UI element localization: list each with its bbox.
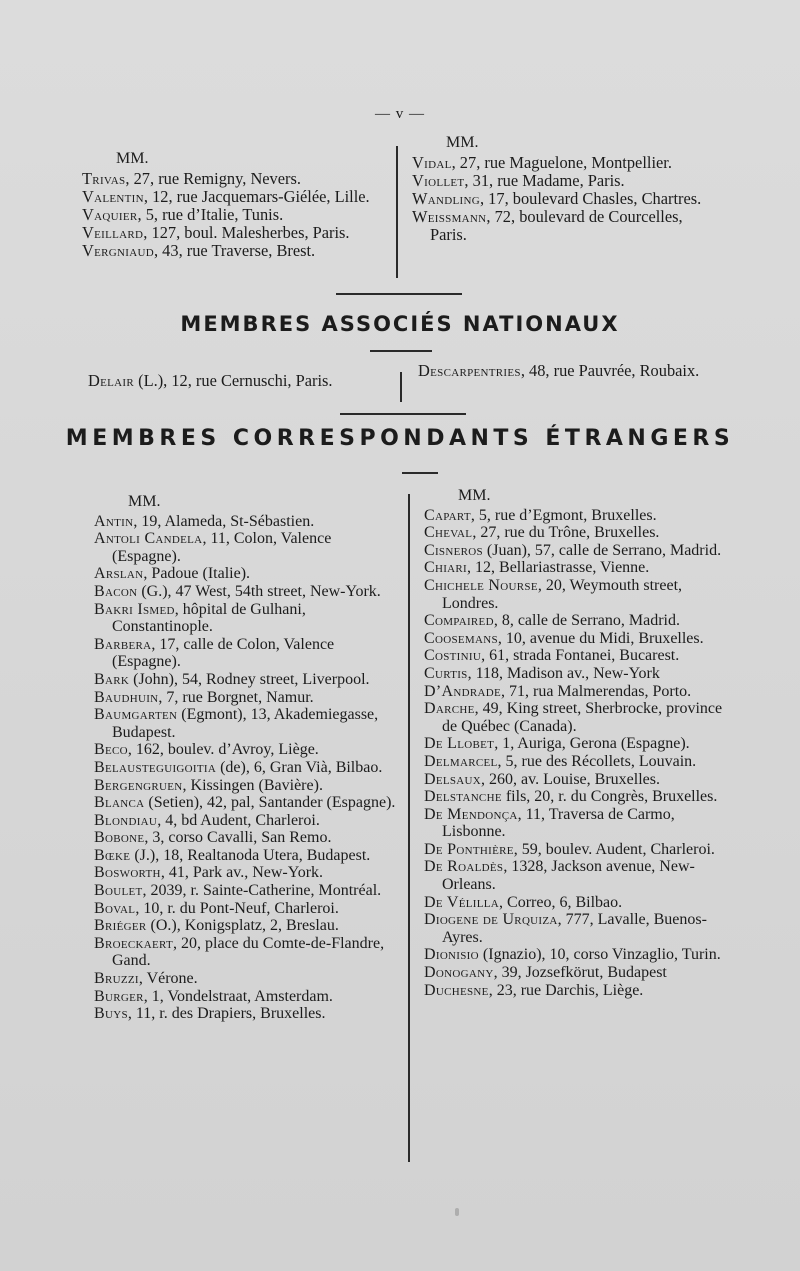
member-name: Donogany bbox=[424, 964, 494, 982]
member-name: Curtis bbox=[424, 664, 468, 682]
column-header: MM. bbox=[446, 134, 479, 151]
member-entry bbox=[94, 706, 398, 741]
member-entry bbox=[424, 982, 736, 1000]
member-name: Blondiau bbox=[94, 811, 158, 829]
member-entry bbox=[424, 700, 736, 735]
member-address: , 127, boul. Malesherbes, Paris. bbox=[143, 223, 350, 242]
member-address: , 17, calle de Colon, Valence (Espagne). bbox=[112, 635, 335, 671]
member-entry bbox=[94, 741, 398, 759]
member-name: Valentin bbox=[82, 187, 144, 206]
member-name: Bosworth bbox=[94, 864, 161, 882]
member-address: , 10, avenue du Midi, Bruxelles. bbox=[497, 629, 704, 647]
member-address: , 4, bd Audent, Charleroi. bbox=[157, 811, 320, 829]
member-name: Beco bbox=[94, 741, 128, 759]
column-header: MM. bbox=[116, 150, 149, 167]
member-entry bbox=[412, 208, 722, 244]
paper-mark bbox=[455, 1208, 459, 1216]
member-address: , hôpital de Gulhani, Constantinople. bbox=[112, 600, 306, 636]
member-address: , 1328, Jackson avenue, New-Orleans. bbox=[442, 858, 695, 894]
column-header: MM. bbox=[458, 487, 491, 504]
member-entry bbox=[412, 190, 722, 208]
member-name: Darche bbox=[424, 700, 475, 718]
member-name: Chiari bbox=[424, 559, 468, 577]
member-name: Antin bbox=[94, 512, 134, 530]
member-address: , 31, rue Madame, Paris. bbox=[464, 171, 625, 190]
member-name: Coosemans bbox=[424, 629, 498, 647]
member-address: (Ignazio), 10, corso Vinzaglio, Turin. bbox=[478, 946, 721, 964]
member-entry bbox=[424, 542, 736, 560]
member-address: (Setien), 42, pal, Santander (Espagne). bbox=[144, 794, 396, 812]
member-address: , 41, Park av., New-York. bbox=[160, 864, 324, 882]
member-address: , 20, place du Comte-de-Flandre, Gand. bbox=[112, 934, 385, 970]
member-name: Arslan bbox=[94, 565, 144, 583]
member-address: (J.), 18, Realtanoda Utera, Budapest. bbox=[130, 846, 371, 864]
column-divider bbox=[400, 372, 402, 402]
member-name: De Vélilla bbox=[424, 893, 500, 911]
member-address: , 777, Lavalle, Buenos-Ayres. bbox=[442, 911, 707, 946]
member-name: Buys bbox=[94, 1005, 128, 1023]
divider-rule bbox=[402, 472, 438, 474]
member-name: De Ponthière bbox=[424, 840, 514, 858]
member-entry bbox=[94, 882, 398, 900]
member-address: (John), 54, Rodney street, Liverpool. bbox=[129, 670, 370, 688]
member-entry bbox=[424, 630, 736, 648]
member-address: , 61, strada Fontanei, Bucarest. bbox=[481, 647, 680, 665]
member-entry bbox=[424, 841, 736, 859]
member-name: Weissmann bbox=[412, 207, 487, 226]
member-name: Chichele Nourse bbox=[424, 576, 538, 594]
member-entry bbox=[424, 858, 736, 893]
member-entry bbox=[94, 689, 398, 707]
member-entry bbox=[82, 188, 382, 206]
member-name: Baudhuin bbox=[94, 688, 159, 706]
member-address: , 5, rue d’Italie, Tunis. bbox=[137, 205, 284, 224]
member-entry bbox=[94, 671, 398, 689]
member-entry bbox=[94, 565, 398, 583]
divider-rule bbox=[336, 293, 462, 295]
member-name: Costiniu bbox=[424, 647, 482, 665]
member-entry bbox=[424, 559, 736, 577]
member-address: , 11, Traversa de Carmo, Lisbonne. bbox=[442, 805, 675, 841]
member-address: , 1, Vondelstraat, Amsterdam. bbox=[143, 987, 333, 1005]
member-name: Delmarcel bbox=[424, 752, 498, 770]
member-name: Boulet bbox=[94, 882, 143, 900]
member-entry bbox=[424, 735, 736, 753]
member-entry bbox=[424, 946, 736, 964]
member-address: , 12, Bellariastrasse, Vienne. bbox=[467, 559, 650, 577]
member-entry bbox=[424, 524, 736, 542]
member-address: , 162, boulev. d’Avroy, Liège. bbox=[127, 741, 319, 759]
member-name: Bacon bbox=[94, 582, 138, 600]
member-entry bbox=[424, 665, 736, 683]
member-address: , 49, King street, Sherbrocke, province de Québec (Canada). bbox=[442, 700, 723, 735]
member-address: , 5, rue des Récollets, Louvain. bbox=[497, 752, 697, 770]
member-address: , 260, av. Louise, Bruxelles. bbox=[481, 770, 660, 788]
member-entry bbox=[412, 154, 722, 172]
member-name: Antoli Candela bbox=[94, 530, 203, 548]
member-name: Blanca bbox=[94, 794, 145, 812]
member-entry bbox=[94, 777, 398, 795]
member-name: Bergengruen bbox=[94, 776, 183, 794]
member-name: Baumgarten bbox=[94, 706, 178, 724]
member-entry bbox=[424, 577, 736, 612]
member-entry bbox=[82, 206, 382, 224]
member-entry bbox=[94, 794, 398, 812]
member-name: Boval bbox=[94, 899, 136, 917]
member-address: , Vérone. bbox=[138, 970, 198, 988]
member-address: , 12, rue Jacquemars-Giélée, Lille. bbox=[143, 187, 370, 206]
correspondants-left-column bbox=[94, 493, 398, 1023]
member-entry bbox=[424, 612, 736, 630]
member-name: Bark bbox=[94, 670, 130, 688]
member-name: Compaired bbox=[424, 612, 494, 630]
member-name: Trivas bbox=[82, 169, 126, 188]
column-divider bbox=[396, 146, 398, 278]
member-entry bbox=[424, 788, 736, 806]
member-address: , 2039, r. Sainte-Catherine, Montréal. bbox=[142, 882, 382, 900]
member-name: Delsaux bbox=[424, 770, 482, 788]
member-address: , 17, boulevard Chasles, Chartres. bbox=[479, 189, 702, 208]
member-address: , Kissingen (Bavière). bbox=[182, 776, 323, 794]
column-divider bbox=[408, 494, 410, 1162]
member-name: Vidal bbox=[412, 153, 452, 172]
member-name: De Roaldès bbox=[424, 858, 504, 876]
member-entry bbox=[94, 970, 398, 988]
member-address: fils, 20, r. du Congrès, Bruxelles. bbox=[501, 788, 718, 806]
member-name: Diogene de Urquiza bbox=[424, 911, 558, 929]
member-address: (O.), Konigsplatz, 2, Breslau. bbox=[146, 917, 339, 935]
member-name: De Mendonça bbox=[424, 805, 518, 823]
member-entry bbox=[94, 601, 398, 636]
member-entry bbox=[94, 530, 398, 565]
top-left-column bbox=[82, 150, 382, 260]
member-address: , 8, calle de Serrano, Madrid. bbox=[493, 612, 680, 630]
member-address: , 19, Alameda, St-Sébastien. bbox=[133, 512, 315, 530]
member-entry bbox=[94, 847, 398, 865]
top-right-column bbox=[412, 134, 722, 244]
member-name: Viollet bbox=[412, 171, 465, 190]
member-name: Bœke bbox=[94, 846, 131, 864]
member-name: De Llobet bbox=[424, 735, 495, 753]
member-name: Capart bbox=[424, 506, 471, 524]
member-entry: Delair (L.), 12, rue Cernuschi, Paris. bbox=[88, 371, 333, 390]
member-entry bbox=[424, 894, 736, 912]
associes-right bbox=[418, 362, 722, 380]
member-name: Bakri Ismed bbox=[94, 600, 175, 618]
member-entry bbox=[424, 647, 736, 665]
member-name: Delstanche bbox=[424, 788, 502, 806]
member-entry bbox=[412, 172, 722, 190]
member-address: , 39, Jozsefkörut, Budapest bbox=[493, 964, 667, 982]
member-entry bbox=[82, 170, 382, 188]
member-name: Wandling bbox=[412, 189, 480, 208]
member-name: Bruzzi bbox=[94, 970, 139, 988]
member-entry bbox=[94, 917, 398, 935]
member-entry bbox=[94, 759, 398, 777]
member-address: (Juan), 57, calle de Serrano, Madrid. bbox=[482, 541, 722, 559]
section-title-associes: MEMBRES ASSOCIÉS NATIONAUX bbox=[180, 312, 620, 336]
member-entry bbox=[94, 583, 398, 601]
member-entry bbox=[94, 1005, 398, 1023]
member-entry bbox=[424, 806, 736, 841]
member-name: Briéger bbox=[94, 917, 147, 935]
member-address: , 118, Madison av., New-York bbox=[467, 664, 660, 682]
member-entry bbox=[94, 636, 398, 671]
member-name: D’Andrade bbox=[424, 682, 501, 700]
member-address: , 3, corso Cavalli, San Remo. bbox=[144, 829, 332, 847]
member-entry bbox=[424, 507, 736, 525]
member-entry bbox=[82, 242, 382, 260]
member-name: Belausteguigoitia bbox=[94, 758, 217, 776]
member-name: Broeckaert bbox=[94, 934, 174, 952]
member-entry bbox=[82, 224, 382, 242]
associes-left bbox=[88, 372, 386, 390]
member-address: (G.), 47 West, 54th street, New-York. bbox=[137, 582, 381, 600]
member-entry bbox=[424, 771, 736, 789]
member-entry bbox=[424, 911, 736, 946]
member-entry bbox=[94, 812, 398, 830]
member-address: , 11, Colon, Valence (Espagne). bbox=[112, 530, 332, 565]
member-address: (Egmont), 13, Akademiegasse, Budapest. bbox=[112, 706, 379, 741]
divider-rule bbox=[370, 350, 432, 352]
member-entry: Descarpentries, 48, rue Pauvrée, Roubaix. bbox=[418, 361, 700, 380]
member-address: , 59, boulev. Audent, Charleroi. bbox=[513, 840, 715, 858]
member-address: , 1, Auriga, Gerona (Espagne). bbox=[494, 735, 690, 753]
member-entry bbox=[94, 513, 398, 531]
member-entry bbox=[94, 864, 398, 882]
correspondants-right-column bbox=[424, 487, 736, 999]
member-name: Cisneros bbox=[424, 541, 483, 559]
member-entry bbox=[424, 964, 736, 982]
member-address: , 7, rue Borgnet, Namur. bbox=[158, 688, 314, 706]
member-entry bbox=[424, 683, 736, 701]
member-name: Barbera bbox=[94, 635, 152, 653]
member-address: (de), 6, Gran Vià, Bilbao. bbox=[216, 758, 383, 776]
member-name: Dionisio bbox=[424, 946, 479, 964]
member-address: , 72, boulevard de Courcelles, Paris. bbox=[430, 207, 683, 244]
page-number: — v — bbox=[375, 106, 425, 122]
member-name: Cheval bbox=[424, 524, 473, 542]
member-name: Bobone bbox=[94, 829, 145, 847]
divider-rule bbox=[340, 413, 466, 415]
member-entry bbox=[94, 988, 398, 1006]
member-entry bbox=[94, 900, 398, 918]
member-name: Vergniaud bbox=[82, 241, 154, 260]
member-address: , 27, rue du Trône, Bruxelles. bbox=[472, 524, 660, 542]
member-name: Vaquier bbox=[82, 205, 138, 224]
member-address: , 11, r. des Drapiers, Bruxelles. bbox=[127, 1005, 326, 1023]
member-name: Duchesne bbox=[424, 981, 489, 999]
member-address: , 10, r. du Pont-Neuf, Charleroi. bbox=[135, 899, 339, 917]
member-address: , 20, Weymouth street, Londres. bbox=[442, 576, 683, 612]
member-name: Burger bbox=[94, 987, 144, 1005]
member-address: , 27, rue Maguelone, Montpellier. bbox=[451, 153, 672, 172]
member-address: , 27, rue Remigny, Nevers. bbox=[125, 169, 301, 188]
member-address: , 71, rua Malmerendas, Porto. bbox=[500, 682, 692, 700]
section-title-correspondants: MEMBRES CORRESPONDANTS ÉTRANGERS bbox=[65, 426, 735, 451]
member-entry bbox=[94, 829, 398, 847]
member-entry bbox=[94, 935, 398, 970]
member-entry bbox=[424, 753, 736, 771]
member-address: , Padoue (Italie). bbox=[143, 565, 251, 583]
member-name: Veillard bbox=[82, 223, 144, 242]
member-address: , 5, rue d’Egmont, Bruxelles. bbox=[470, 506, 657, 524]
column-header: MM. bbox=[128, 493, 161, 510]
member-address: , 23, rue Darchis, Liège. bbox=[488, 981, 644, 999]
member-address: , Correo, 6, Bilbao. bbox=[499, 893, 623, 911]
member-address: , 43, rue Traverse, Brest. bbox=[153, 241, 316, 260]
